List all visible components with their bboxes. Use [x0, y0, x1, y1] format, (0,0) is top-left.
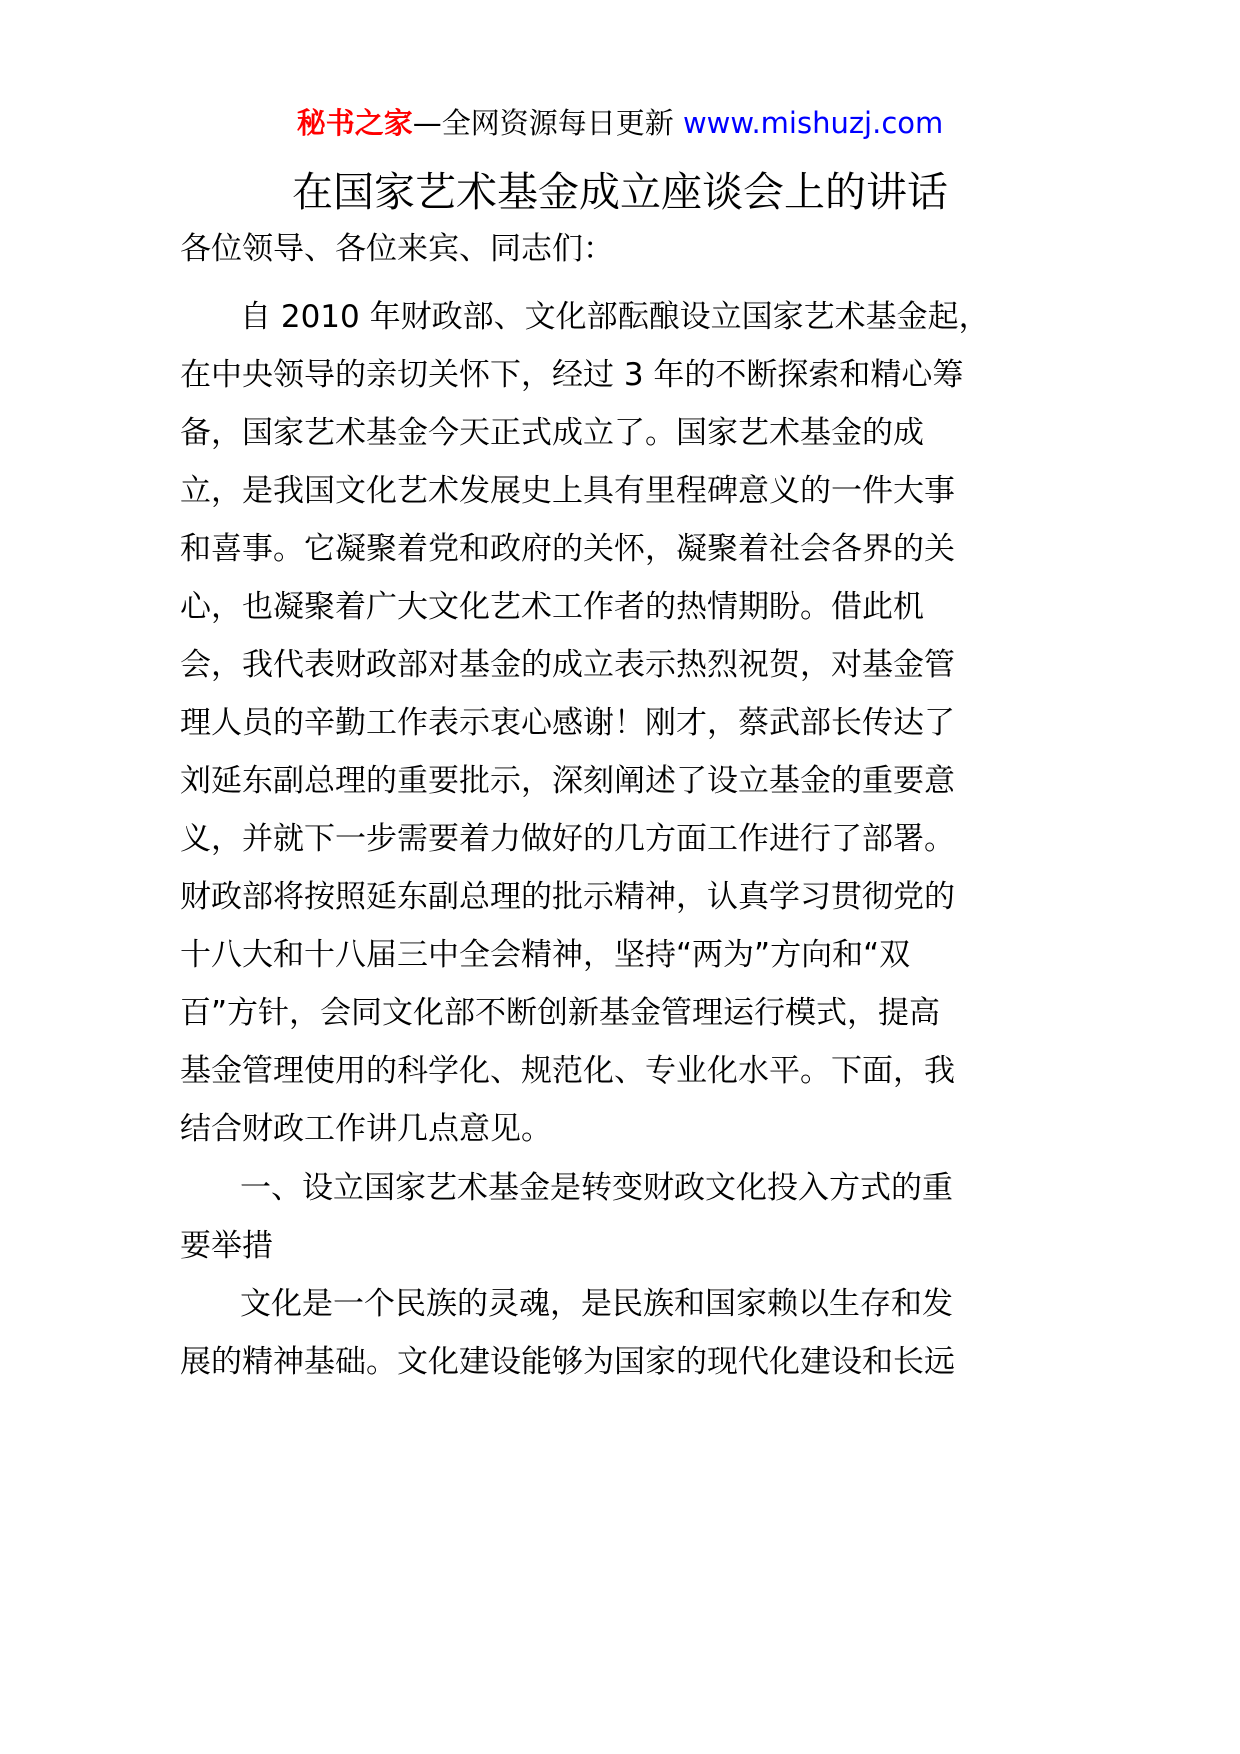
- body-line: 自 2010 年财政部、文化部酝酿设立国家艺术基金起，: [240, 299, 990, 335]
- site-brand: 秘书之家: [296, 106, 413, 140]
- section-heading-continued: 要举措: [180, 1228, 273, 1264]
- body-line: 义，并就下一步需要着力做好的几方面工作进行了部署。: [180, 821, 955, 857]
- body-line: 备，国家艺术基金今天正式成立了。国家艺术基金的成: [180, 415, 924, 451]
- body-line: 百”方针，会同文化部不断创新基金管理运行模式，提高: [180, 995, 941, 1031]
- site-tagline: —全网资源每日更新: [412, 106, 683, 140]
- section-heading: 一、设立国家艺术基金是转变财政文化投入方式的重: [240, 1170, 953, 1206]
- document-title: 在国家艺术基金成立座谈会上的讲话: [292, 168, 948, 216]
- body-line: 刘延东副总理的重要批示，深刻阐述了设立基金的重要意: [180, 763, 955, 799]
- body-line: 会，我代表财政部对基金的成立表示热烈祝贺，对基金管: [180, 647, 955, 683]
- body-line: 和喜事。它凝聚着党和政府的关怀，凝聚着社会各界的关: [180, 531, 955, 567]
- body-line: 展的精神基础。文化建设能够为国家的现代化建设和长远: [180, 1344, 955, 1380]
- body-line: 心，也凝聚着广大文化艺术工作者的热情期盼。借此机: [180, 589, 924, 625]
- body-line: 立，是我国文化艺术发展史上具有里程碑意义的一件大事: [180, 473, 955, 509]
- body-line: 文化是一个民族的灵魂，是民族和国家赖以生存和发: [240, 1286, 953, 1322]
- body-line: 基金管理使用的科学化、规范化、专业化水平。下面，我: [180, 1053, 955, 1089]
- body-line: 在中央领导的亲切关怀下，经过 3 年的不断探索和精心筹: [180, 357, 964, 393]
- site-url-link[interactable]: www.mishuzj.com: [682, 106, 944, 140]
- body-line: 财政部将按照延东副总理的批示精神，认真学习贯彻党的: [180, 879, 955, 915]
- site-header: [0, 103, 1240, 143]
- body-line: 理人员的辛勤工作表示衷心感谢！刚才，蔡武部长传达了: [180, 705, 955, 741]
- body-line: 十八大和十八届三中全会精神，坚持“两为”方向和“双: [180, 937, 911, 973]
- salutation: 各位领导、各位来宾、同志们：: [180, 231, 614, 267]
- body-line: 结合财政工作讲几点意见。: [180, 1111, 552, 1147]
